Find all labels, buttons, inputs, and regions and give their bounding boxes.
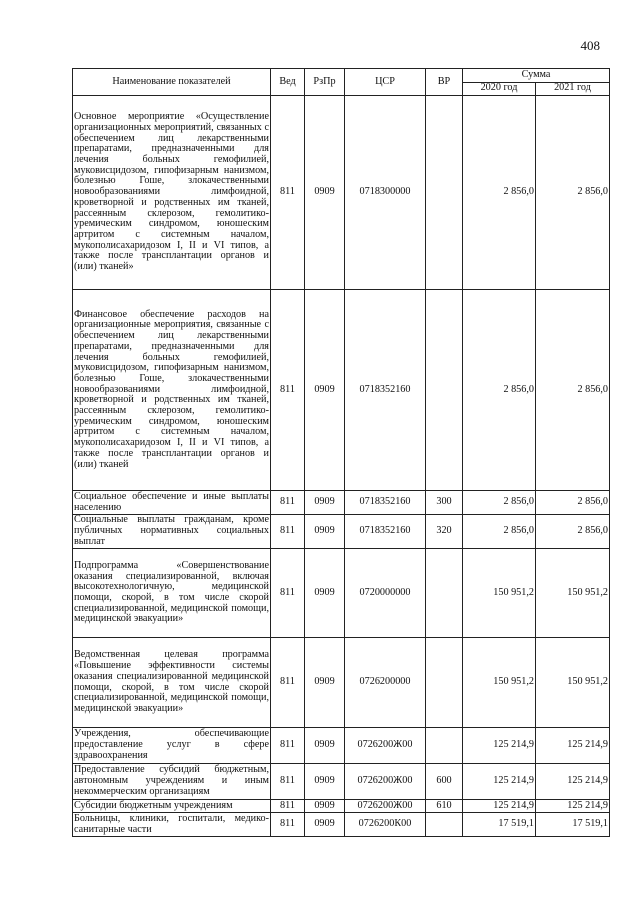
row-ved: 811 xyxy=(271,638,305,728)
row-vr xyxy=(426,549,463,638)
row-name: Социальные выплаты гражданам, кроме публичных нормативных социальных выплат xyxy=(74,514,269,547)
row-ved: 811 xyxy=(271,290,305,491)
row-name: Основное мероприятие «Осуществление организационных мероприятий, связанных с обеспечением лиц лекарственными препаратами, предназначенными для лечения больных гемофилией, муковисцидозом, гипофизарным нанизмом, болезнью Гоше, злокачественными новообразованиями лимфоидной, кроветворной и родственных им тканей, рассеянным склерозом, гемолитико-уремическим синдромом, юношеским артритом с системным началом, мукополисахаридозом I, II и VI типов, а также после трансплантации органов и (или) тканей» xyxy=(73,96,271,290)
row-vr xyxy=(426,638,463,728)
row-rzpr: 0909 xyxy=(305,549,345,638)
row-vr xyxy=(426,728,463,764)
row-sum-2020: 125 214,9 xyxy=(463,764,536,800)
row-csr: 0726200К00 xyxy=(345,813,426,837)
row-sum-2021: 2 856,0 xyxy=(536,515,610,549)
row-name: Подпрограмма «Совершенствование оказания специализированной, включая высокотехнологичную, медицинской помощи, скорой, в том числе скорой специализированной, медицинской помощи, медицинской эвакуации» xyxy=(73,549,271,638)
row-csr: 0718352160 xyxy=(345,491,426,515)
row-rzpr: 0909 xyxy=(305,728,345,764)
budget-table xyxy=(72,68,610,837)
header-rzpr: РзПр xyxy=(305,69,345,96)
row-rzpr: 0909 xyxy=(305,764,345,800)
row-rzpr: 0909 xyxy=(305,290,345,491)
row-ved: 811 xyxy=(271,800,305,813)
row-sum-2021: 150 951,2 xyxy=(536,638,610,728)
header-year-2021: 2021 год xyxy=(536,82,610,96)
row-name: Социальное обеспечение и иные выплаты населению xyxy=(74,490,269,513)
row-name: Субсидии бюджетным учреждениям xyxy=(73,800,271,813)
table-row xyxy=(73,515,610,549)
table-row xyxy=(73,800,610,813)
table-header xyxy=(73,69,610,96)
table-row xyxy=(73,638,610,728)
row-rzpr: 0909 xyxy=(305,813,345,837)
row-sum-2021: 125 214,9 xyxy=(536,800,610,813)
row-csr: 0718352160 xyxy=(345,290,426,491)
row-sum-2020: 125 214,9 xyxy=(463,800,536,813)
header-ved: Вед xyxy=(271,69,305,96)
row-ved: 811 xyxy=(271,813,305,837)
row-sum-2020: 2 856,0 xyxy=(463,491,536,515)
row-sum-2021: 2 856,0 xyxy=(536,290,610,491)
row-rzpr: 0909 xyxy=(305,515,345,549)
row-name: Ведомственная целевая программа «Повышение эффективности системы оказания специализированной медицинской помощи, скорой, в том числе скорой специализированной, медицинской помощи, медицинской эвакуации» xyxy=(73,638,271,728)
row-sum-2020: 17 519,1 xyxy=(463,813,536,837)
row-vr: 300 xyxy=(426,491,463,515)
header-name: Наименование показателей xyxy=(73,69,271,96)
row-rzpr: 0909 xyxy=(305,800,345,813)
row-vr: 600 xyxy=(426,764,463,800)
row-ved: 811 xyxy=(271,515,305,549)
row-rzpr: 0909 xyxy=(305,96,345,290)
row-sum-2020: 150 951,2 xyxy=(463,549,536,638)
table-row xyxy=(73,728,610,764)
row-sum-2020: 150 951,2 xyxy=(463,638,536,728)
row-csr: 0720000000 xyxy=(345,549,426,638)
page-number: 408 xyxy=(580,38,600,53)
row-csr: 0726200Ж00 xyxy=(345,764,426,800)
row-sum-2021: 125 214,9 xyxy=(536,764,610,800)
row-ved: 811 xyxy=(271,491,305,515)
row-name: Больницы, клиники, госпитали, медико-санитарные части xyxy=(74,812,269,835)
table-row xyxy=(73,813,610,837)
row-sum-2021: 150 951,2 xyxy=(536,549,610,638)
row-csr: 0726200Ж00 xyxy=(345,800,426,813)
row-name: Финансовое обеспечение расходов на организационные мероприятия, связанные с обеспечением лиц лекарственными препаратами, предназначенными для лечения больных гемофилией, муковисцидозом, гипофизарным нанизмом, болезнью Гоше, злокачественными новообразованиями лимфоидной, кроветворной и родственных им тканей, рассеянным склерозом, гемолитико-уремическим синдромом, юношеским артритом с системным началом, мукополисахаридозом I, II и VI типов, а также после трансплантации органов и (или) тканей xyxy=(73,290,271,491)
table-row xyxy=(73,96,610,290)
table-row xyxy=(73,290,610,491)
row-sum-2020: 2 856,0 xyxy=(463,515,536,549)
row-sum-2021: 2 856,0 xyxy=(536,491,610,515)
row-ved: 811 xyxy=(271,549,305,638)
row-sum-2021: 125 214,9 xyxy=(536,728,610,764)
row-ved: 811 xyxy=(271,96,305,290)
row-rzpr: 0909 xyxy=(305,491,345,515)
row-ved: 811 xyxy=(271,728,305,764)
table-row xyxy=(73,764,610,800)
row-vr: 610 xyxy=(426,800,463,813)
row-csr: 0726200000 xyxy=(345,638,426,728)
row-sum-2020: 2 856,0 xyxy=(463,96,536,290)
row-vr xyxy=(426,290,463,491)
header-vr: ВР xyxy=(426,69,463,96)
header-csr: ЦСР xyxy=(345,69,426,96)
header-sum: Сумма xyxy=(463,69,610,83)
header-year-2020: 2020 год xyxy=(463,82,536,96)
row-csr: 0718352160 xyxy=(345,515,426,549)
row-csr: 0726200Ж00 xyxy=(345,728,426,764)
table-row xyxy=(73,491,610,515)
row-sum-2020: 125 214,9 xyxy=(463,728,536,764)
row-vr xyxy=(426,813,463,837)
row-name: Предоставление субсидий бюджетным, автономным учреждениям и иным некоммерческим организациям xyxy=(73,764,271,800)
row-vr xyxy=(426,96,463,290)
table-body xyxy=(73,96,610,837)
row-rzpr: 0909 xyxy=(305,638,345,728)
row-sum-2020: 2 856,0 xyxy=(463,290,536,491)
row-sum-2021: 17 519,1 xyxy=(536,813,610,837)
row-sum-2021: 2 856,0 xyxy=(536,96,610,290)
row-vr: 320 xyxy=(426,515,463,549)
row-ved: 811 xyxy=(271,764,305,800)
row-csr: 0718300000 xyxy=(345,96,426,290)
table-row xyxy=(73,549,610,638)
row-name: Учреждения, обеспечивающие предоставление услуг в сфере здравоохранения xyxy=(73,728,271,764)
